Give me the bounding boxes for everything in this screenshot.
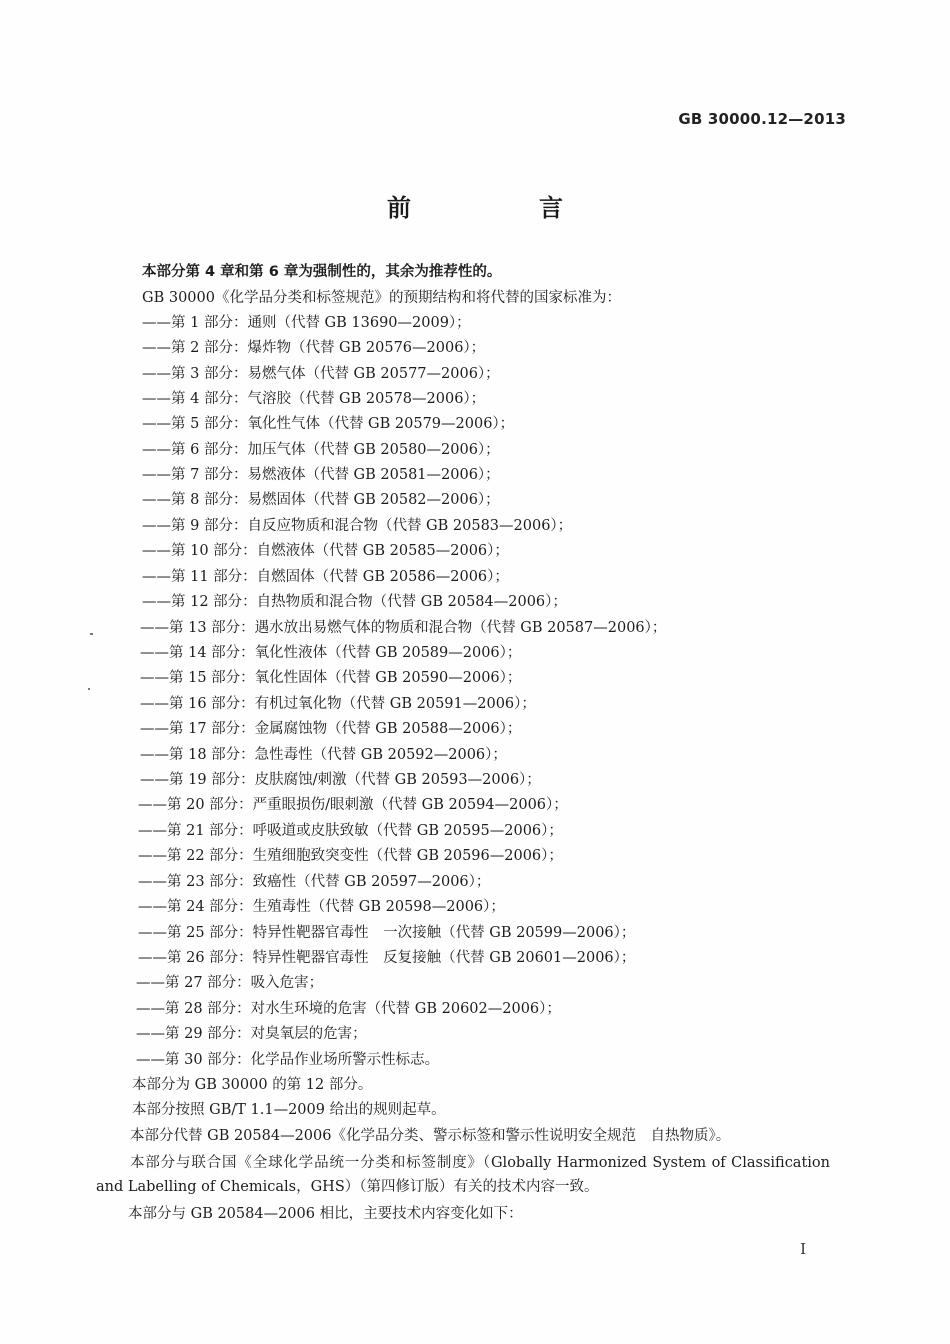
part-item-27: ——第 27 部分：吸入危害； (136, 975, 324, 991)
part-item-25: ——第 25 部分：特异性靶器官毒性 一次接触（代替 GB 20599—2006）； (138, 925, 636, 941)
structure-intro: GB 30000《化学品分类和标签规范》的预期结构和将代替的国家标准为： (142, 290, 621, 306)
part-item-30: ——第 30 部分：化学品作业场所警示性标志。 (136, 1052, 440, 1068)
replacement-statement: 本部分代替 GB 20584—2006《化学品分类、警示标签和警示性说明安全规范 自热物质》。 (130, 1128, 731, 1144)
part-item-6: ——第 6 部分：加压气体（代替 GB 20580—2006）； (142, 442, 500, 458)
part-item-12: ——第 12 部分：自热物质和混合物（代替 GB 20584—2006）； (142, 594, 567, 610)
ghs-consistency-statement: 本部分与联合国《全球化学品统一分类和标签制度》（Globally Harmonized System of Classification and Labelling of Chemicals，GHS）（第四修订版）有关的技术内容一致。 (96, 1155, 830, 1195)
part-item-11: ——第 11 部分：自燃固体（代替 GB 20586—2006）； (142, 569, 509, 585)
part-item-1: ——第 1 部分：通则（代替 GB 13690—2009）； (142, 315, 471, 331)
part-number-statement: 本部分为 GB 30000 的第 12 部分。 (132, 1077, 373, 1093)
part-item-29: ——第 29 部分：对臭氧层的危害； (136, 1026, 367, 1042)
part-item-14: ——第 14 部分：氧化性液体（代替 GB 20589—2006）； (140, 645, 522, 661)
part-item-23: ——第 23 部分：致癌性（代替 GB 20597—2006）； (138, 874, 491, 890)
part-item-13: ——第 13 部分：遇水放出易燃气体的物质和混合物（代替 GB 20587—2006）； (140, 620, 667, 636)
scan-speck (88, 688, 90, 690)
part-item-26: ——第 26 部分：特异性靶器官毒性 反复接触（代替 GB 20601—2006）； (138, 950, 636, 966)
part-item-19: ——第 19 部分：皮肤腐蚀/刺激（代替 GB 20593—2006）； (140, 772, 541, 788)
part-item-21: ——第 21 部分：呼吸道或皮肤致敏（代替 GB 20595—2006）； (138, 823, 563, 839)
scan-speck (90, 633, 93, 635)
part-item-9: ——第 9 部分：自反应物质和混合物（代替 GB 20583—2006）； (142, 518, 573, 534)
part-item-8: ——第 8 部分：易燃固体（代替 GB 20582—2006）； (142, 492, 500, 508)
part-item-3: ——第 3 部分：易燃气体（代替 GB 20577—2006）； (142, 366, 500, 382)
changes-intro: 本部分与 GB 20584—2006 相比，主要技术内容变化如下： (128, 1206, 523, 1222)
part-item-7: ——第 7 部分：易燃液体（代替 GB 20581—2006）； (142, 467, 500, 483)
page-title: 前 言 (387, 194, 615, 222)
mandatory-statement: 本部分第 4 章和第 6 章为强制性的，其余为推荐性的。 (142, 264, 502, 280)
standard-code: GB 30000.12—2013 (678, 110, 846, 128)
part-item-16: ——第 16 部分：有机过氧化物（代替 GB 20591—2006）； (140, 696, 536, 712)
part-item-20: ——第 20 部分：严重眼损伤/眼刺激（代替 GB 20594—2006）； (138, 797, 568, 813)
part-item-24: ——第 24 部分：生殖毒性（代替 GB 20598—2006）； (138, 899, 505, 915)
part-item-18: ——第 18 部分：急性毒性（代替 GB 20592—2006）； (140, 747, 507, 763)
page-number: I (800, 1240, 806, 1258)
part-item-5: ——第 5 部分：氧化性气体（代替 GB 20579—2006）； (142, 416, 515, 432)
part-item-4: ——第 4 部分：气溶胶（代替 GB 20578—2006）； (142, 391, 486, 407)
part-item-15: ——第 15 部分：氧化性固体（代替 GB 20590—2006）； (140, 670, 522, 686)
part-item-2: ——第 2 部分：爆炸物（代替 GB 20576—2006）； (142, 340, 486, 356)
part-item-22: ——第 22 部分：生殖细胞致突变性（代替 GB 20596—2006）； (138, 848, 563, 864)
drafting-rules-statement: 本部分按照 GB/T 1.1—2009 给出的规则起草。 (132, 1102, 446, 1118)
part-item-17: ——第 17 部分：金属腐蚀物（代替 GB 20588—2006）； (140, 721, 522, 737)
part-item-10: ——第 10 部分：自燃液体（代替 GB 20585—2006）； (142, 543, 509, 559)
part-item-28: ——第 28 部分：对水生环境的危害（代替 GB 20602—2006）； (136, 1001, 561, 1017)
